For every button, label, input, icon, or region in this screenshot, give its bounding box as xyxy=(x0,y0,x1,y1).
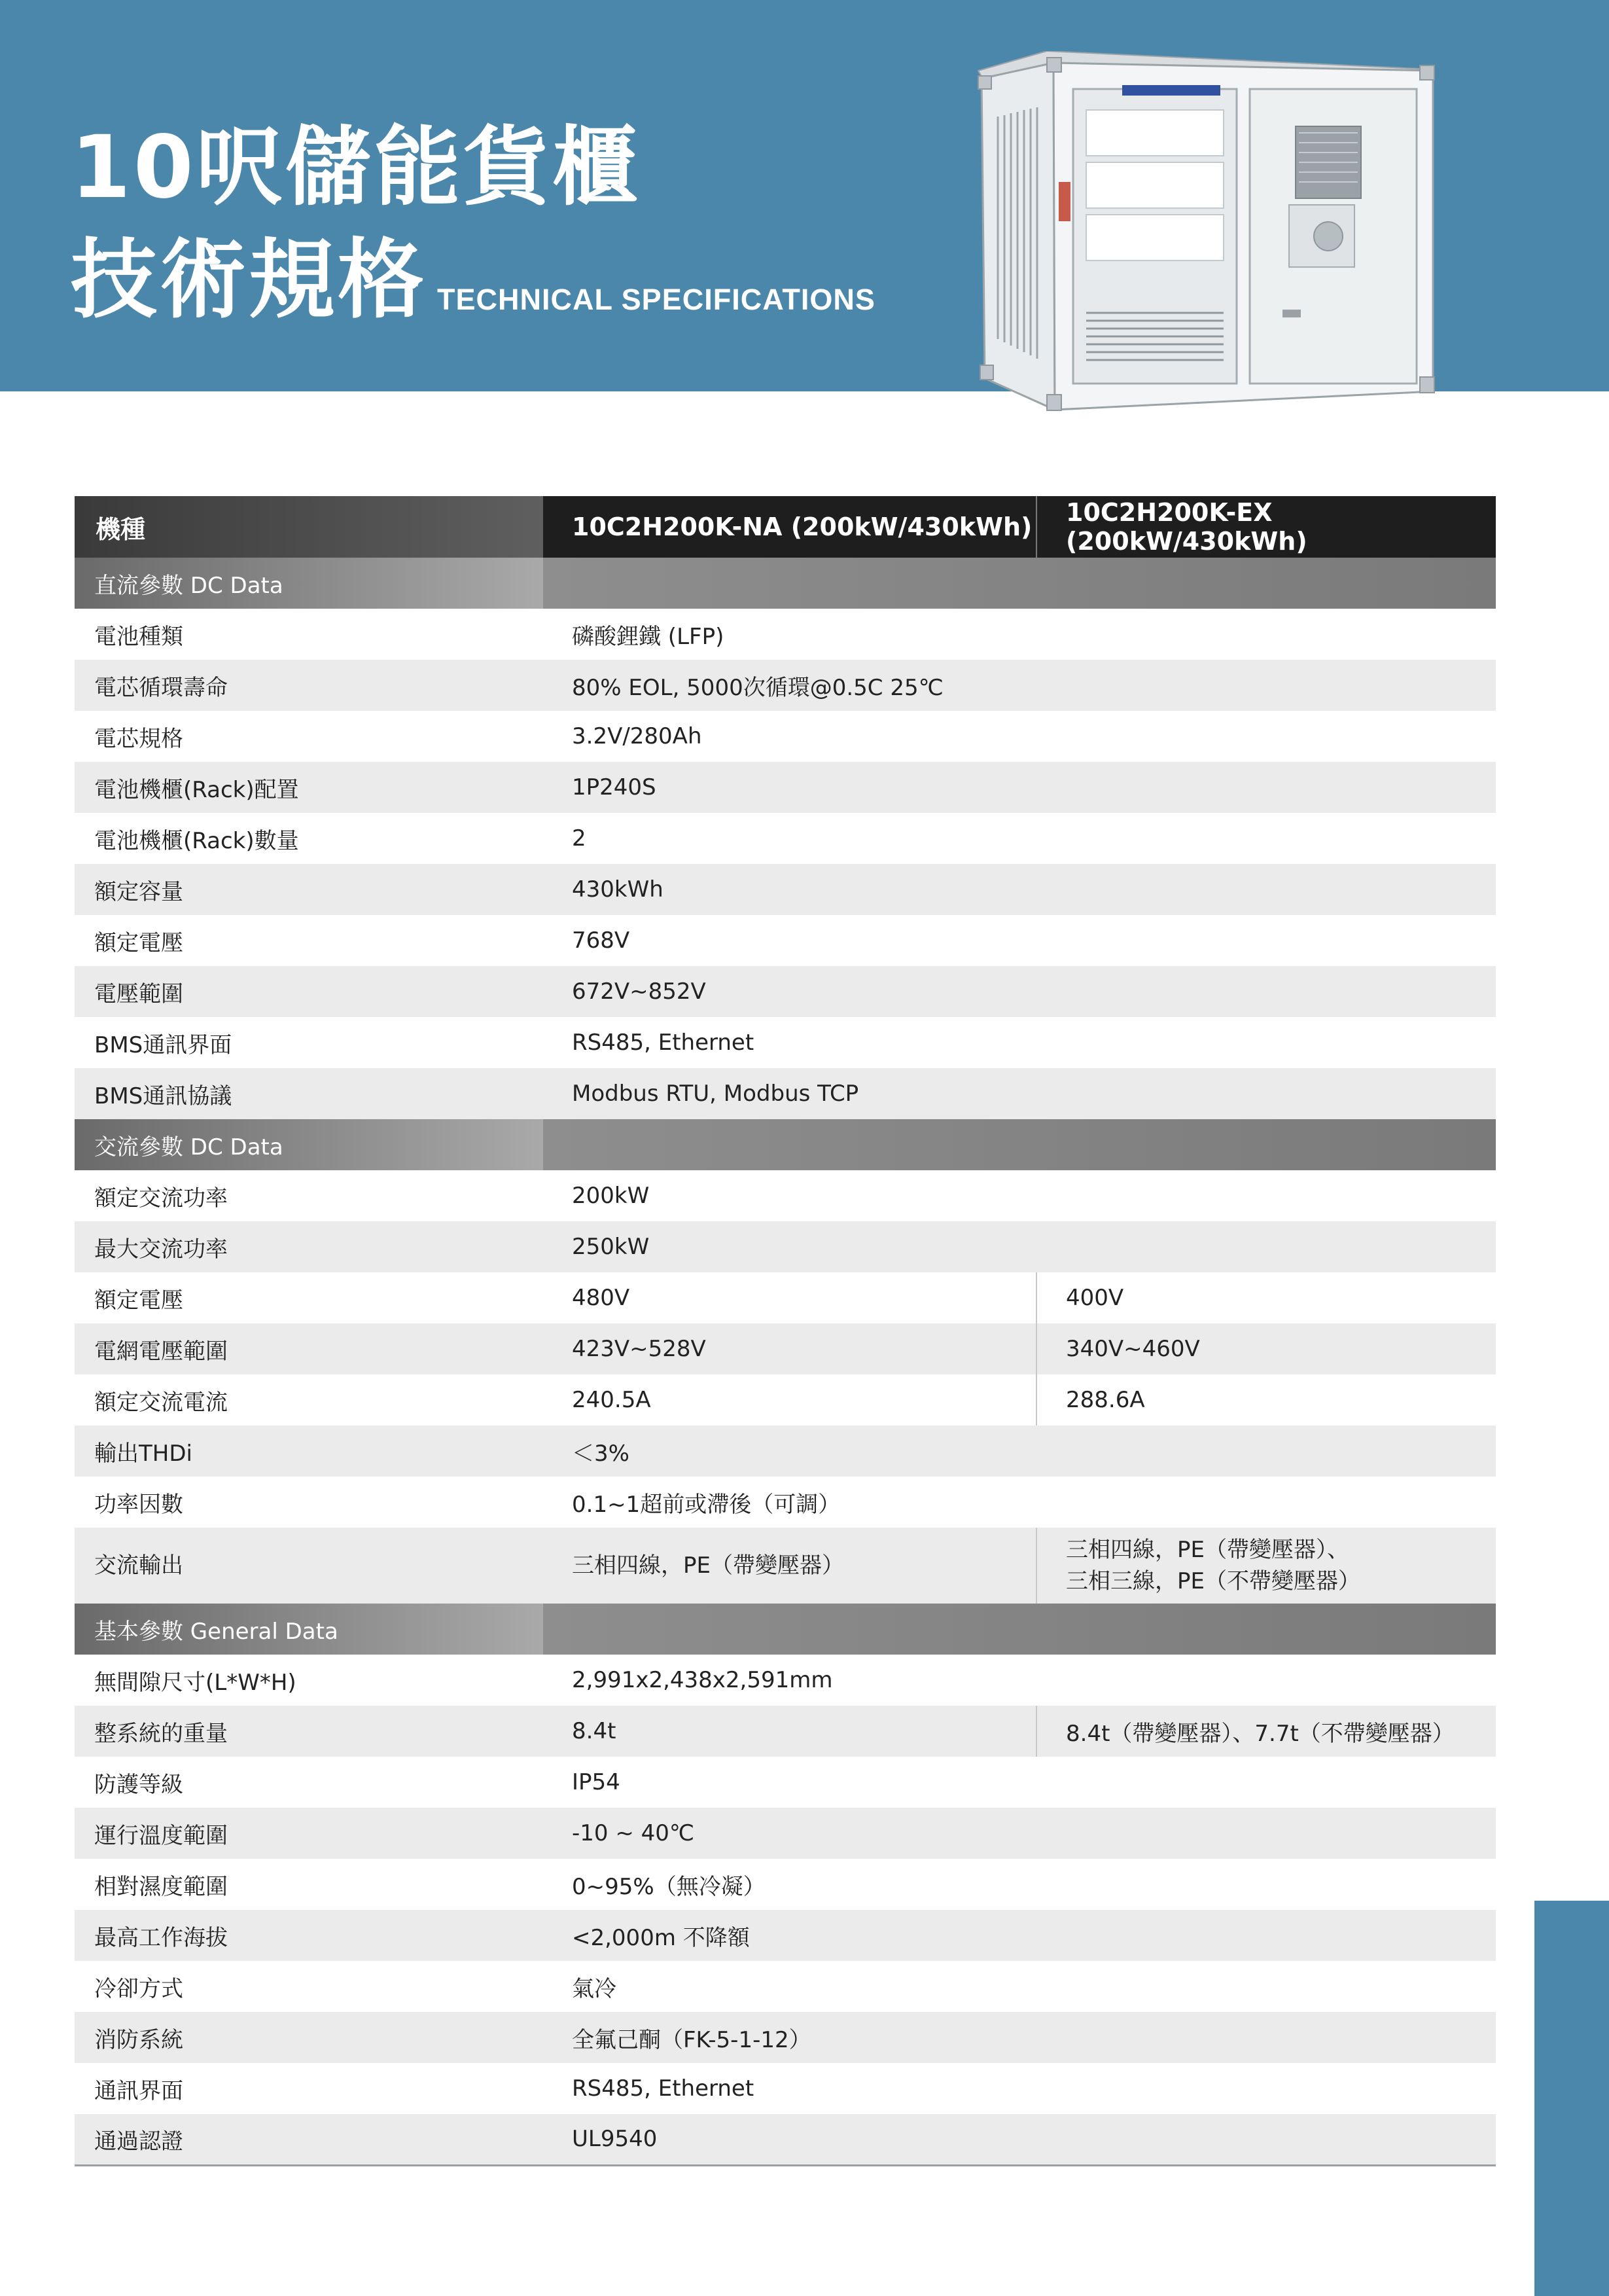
header-model: 機種 xyxy=(75,496,543,558)
row-label: 功率因數 xyxy=(75,1477,543,1528)
row-label: 電池種類 xyxy=(75,609,543,660)
row-value-ex-line1: 三相四線，PE（帶變壓器）、 xyxy=(1066,1537,1349,1563)
table-row xyxy=(75,1808,1496,1859)
row-value-ex: 8.4t（帶變壓器）、7.7t（不帶變壓器） xyxy=(1036,1706,1496,1757)
row-value: 672V~852V xyxy=(543,966,1496,1017)
row-label: 額定容量 xyxy=(75,864,543,915)
row-value: 200kW xyxy=(543,1170,1496,1221)
table-row xyxy=(75,1757,1496,1808)
table-row xyxy=(75,711,1496,762)
row-value: 2,991x2,438x2,591mm xyxy=(543,1655,1496,1706)
row-value: 80% EOL, 5000次循環@0.5C 25℃ xyxy=(543,660,1496,711)
row-label: 額定電壓 xyxy=(75,915,543,966)
row-label: 輸出THDi xyxy=(75,1426,543,1477)
row-label: 額定交流功率 xyxy=(75,1170,543,1221)
row-value: IP54 xyxy=(543,1757,1496,1808)
page-title: 10呎儲能貨櫃 xyxy=(71,117,641,218)
row-label: 消防系統 xyxy=(75,2012,543,2063)
row-value: 3.2V/280Ah xyxy=(543,711,1496,762)
table-row xyxy=(75,1170,1496,1221)
row-label: 交流輸出 xyxy=(75,1528,543,1604)
row-label: 通訊界面 xyxy=(75,2063,543,2114)
spec-table xyxy=(75,496,1496,2166)
row-label: 無間隙尺寸(L*W*H) xyxy=(75,1655,543,1706)
table-row xyxy=(75,1272,1496,1323)
row-label: 防護等級 xyxy=(75,1757,543,1808)
row-value: RS485, Ethernet xyxy=(543,2063,1496,2114)
row-label: 整系統的重量 xyxy=(75,1706,543,1757)
row-value: 1P240S xyxy=(543,762,1496,813)
row-label: 電芯循環壽命 xyxy=(75,660,543,711)
row-label: 額定電壓 xyxy=(75,1272,543,1323)
row-value: 2 xyxy=(543,813,1496,864)
table-row xyxy=(75,1017,1496,1068)
subtitle-en: TECHNICAL SPECIFICATIONS xyxy=(437,283,875,316)
table-row xyxy=(75,915,1496,966)
section-title: 交流參數 DC Data xyxy=(75,1119,543,1170)
row-value-na: 240.5A xyxy=(543,1374,1036,1426)
row-label: 電芯規格 xyxy=(75,711,543,762)
subtitle-zh: 技術規格 xyxy=(71,230,427,331)
row-value-na: 480V xyxy=(543,1272,1036,1323)
row-value: ＜3% xyxy=(543,1426,1496,1477)
row-value: <2,000m 不降額 xyxy=(543,1910,1496,1961)
table-row xyxy=(75,1068,1496,1119)
table-row xyxy=(75,1426,1496,1477)
row-value-ex-line2: 三相三線，PE（不帶變壓器） xyxy=(1066,1568,1360,1594)
row-label: 通過認證 xyxy=(75,2114,543,2165)
row-value-na: 423V~528V xyxy=(543,1323,1036,1374)
table-row xyxy=(75,609,1496,660)
table-row xyxy=(75,1706,1496,1757)
row-value: UL9540 xyxy=(543,2114,1496,2165)
page-subtitle xyxy=(71,230,875,331)
row-label: BMS通訊協議 xyxy=(75,1068,543,1119)
row-value-ex: 400V xyxy=(1036,1272,1496,1323)
table-row xyxy=(75,1221,1496,1272)
section-ac xyxy=(75,1119,1496,1170)
row-value: 250kW xyxy=(543,1221,1496,1272)
row-label: 額定交流電流 xyxy=(75,1374,543,1426)
row-value: Modbus RTU, Modbus TCP xyxy=(543,1068,1496,1119)
row-value: 430kWh xyxy=(543,864,1496,915)
table-row xyxy=(75,1910,1496,1961)
row-label: 電壓範圍 xyxy=(75,966,543,1017)
container-illustration xyxy=(975,51,1440,418)
table-header-row xyxy=(75,496,1496,558)
row-value: 0~95%（無冷凝） xyxy=(543,1859,1496,1910)
table-row xyxy=(75,2012,1496,2063)
table-row xyxy=(75,2114,1496,2165)
table-row xyxy=(75,1655,1496,1706)
row-value: 0.1~1超前或滯後（可調） xyxy=(543,1477,1496,1528)
table-row xyxy=(75,1374,1496,1426)
row-value-ex: 288.6A xyxy=(1036,1374,1496,1426)
row-label: 電池機櫃(Rack)數量 xyxy=(75,813,543,864)
table-row xyxy=(75,1528,1496,1604)
side-accent-tab xyxy=(1534,1901,1609,2296)
row-label: 運行溫度範圍 xyxy=(75,1808,543,1859)
header-banner xyxy=(0,0,1609,391)
row-value: RS485, Ethernet xyxy=(543,1017,1496,1068)
row-value: 氣冷 xyxy=(543,1961,1496,2012)
table-row xyxy=(75,660,1496,711)
row-value: -10 ~ 40℃ xyxy=(543,1808,1496,1859)
row-value-ex: 340V~460V xyxy=(1036,1323,1496,1374)
table-row xyxy=(75,864,1496,915)
row-value-na: 8.4t xyxy=(543,1706,1036,1757)
table-row xyxy=(75,1961,1496,2012)
row-label: 冷卻方式 xyxy=(75,1961,543,2012)
header-ex: 10C2H200K-EX (200kW/430kWh) xyxy=(1036,496,1496,558)
row-value: 全氟己酮（FK-5-1-12） xyxy=(543,2012,1496,2063)
row-label: BMS通訊界面 xyxy=(75,1017,543,1068)
row-value: 磷酸鋰鐵 (LFP) xyxy=(543,609,1496,660)
row-label: 最大交流功率 xyxy=(75,1221,543,1272)
table-row xyxy=(75,2063,1496,2114)
row-label: 相對濕度範圍 xyxy=(75,1859,543,1910)
row-label: 電池機櫃(Rack)配置 xyxy=(75,762,543,813)
table-row xyxy=(75,762,1496,813)
table-row xyxy=(75,1859,1496,1910)
row-value-ex xyxy=(1036,1528,1496,1604)
table-row xyxy=(75,1323,1496,1374)
row-label: 電網電壓範圍 xyxy=(75,1323,543,1374)
table-row xyxy=(75,966,1496,1017)
row-value: 768V xyxy=(543,915,1496,966)
row-label: 最高工作海拔 xyxy=(75,1910,543,1961)
section-dc xyxy=(75,558,1496,609)
table-row xyxy=(75,813,1496,864)
section-title: 直流參數 DC Data xyxy=(75,558,543,609)
table-row xyxy=(75,1477,1496,1528)
row-value-na: 三相四線，PE（帶變壓器） xyxy=(543,1528,1036,1604)
header-na: 10C2H200K-NA (200kW/430kWh) xyxy=(543,496,1036,558)
section-general xyxy=(75,1604,1496,1655)
section-title: 基本參數 General Data xyxy=(75,1604,543,1655)
